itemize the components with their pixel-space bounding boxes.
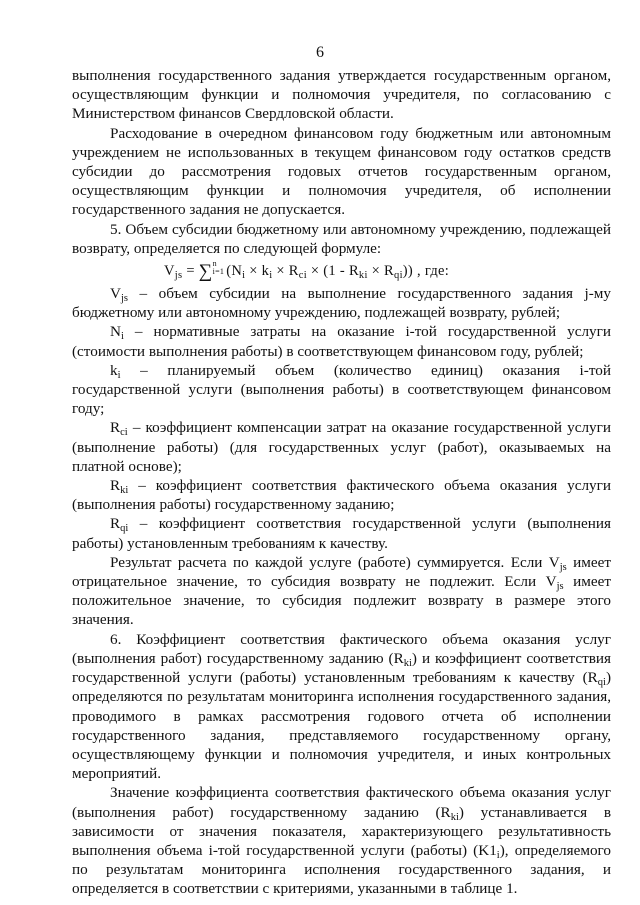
paragraph-approval-continuation: выполнения государственного задания утверждается государственным органом, осуществляющим функции и полномочия учредителя, по согласованию с Министерством финансов Свердловской области. (72, 67, 611, 123)
paragraph-balance-spending: Расходование в очередном финансовом году бюджетным или автономным учреждением не использованных в текущем финансовом году остатков средств субсидии до рассмотрения годовых отчетов государственным органом, осуществляющим функции и полномочия учредителя, об исполнении государственного задания не допускается. (72, 124, 611, 219)
definition-symbol: R (110, 477, 121, 495)
paragraph-item-6 (72, 630, 611, 784)
formula-rk-sub: ki (358, 270, 368, 282)
definition-ni (72, 322, 611, 360)
definition-subscript: ci (120, 427, 128, 439)
definition-rqi (72, 514, 611, 552)
formula-term-rk: × (1 - R (306, 263, 359, 280)
definition-rki (72, 476, 611, 514)
subscript: i (496, 849, 500, 861)
formula-k-sub: i (269, 270, 273, 282)
definition-symbol: R (110, 419, 121, 437)
subscript: ki (450, 811, 459, 823)
page-number: 6 (316, 44, 324, 61)
subscript: js (556, 581, 564, 593)
formula-term-n: (N (226, 263, 243, 280)
definition-subscript: qi (120, 523, 129, 535)
definition-text: – планируемый объем (количество единиц) оказания i-той государственной услуги (выполнения работы) в соответствующем финансовом году; (72, 361, 611, 418)
definition-subscript: i (117, 369, 121, 381)
definition-text: – коэффициент соответствия государственной услуги (выполнения работы) установленным требованиям к качеству. (72, 515, 611, 552)
definition-text: – коэффициент соответствия фактического объема оказания услуги (выполнения работы) государственному заданию; (72, 477, 611, 514)
text-run: ), определяемого по результатам мониторинга исполнения государственного задания, и определяется в соответствии с критериями, указанными в таблице 1. (72, 841, 611, 898)
formula-term-rc: × R (272, 263, 299, 280)
text-run: ) и коэффициент соответствия государственной услуги (работы) установленным требованиям к качеству (R (72, 649, 611, 687)
definition-text: – нормативные затраты на оказание i-той государственной услуги (стоимости выполнения работы) в соответствующем финансовом году, рублей; (72, 323, 611, 360)
definition-symbol: k (110, 361, 118, 379)
definition-subscript: js (120, 293, 128, 305)
formula-lhs: V (164, 263, 175, 280)
subscript: js (559, 561, 567, 573)
definition-text: – коэффициент компенсации затрат на оказание государственной услуги (выполнение работы) (для государственных услуг (работ), оказываемых на платной основе); (72, 419, 611, 475)
sum-lower: i=1 (212, 267, 225, 277)
formula-term-rq: × R (367, 263, 395, 280)
text-run: 6. Коэффициент соответствия фактического объема оказания услуг (выполнения работ) государственному заданию (R (72, 630, 611, 667)
definition-symbol: N (110, 323, 121, 341)
text-run: имеет положительное значение, то субсидия подлежит возврату в размере этого значения. (72, 573, 611, 629)
formula-equals: = (182, 263, 199, 280)
text-run: имеет отрицательное значение, то субсидия возврату не подлежит. Если V (72, 553, 612, 591)
formula-rq-sub: qi (394, 270, 403, 282)
sum-symbol: ∑ (198, 261, 213, 283)
definition-subscript: i (120, 331, 124, 343)
formula-rc-sub: ci (298, 270, 307, 282)
sum-upper: n (212, 259, 217, 269)
paragraph-result (72, 553, 611, 630)
text-run: ) определяются по результатам мониторинга исполнения государственного задания, проводимого в рамках рассмотрения годового отчета об исполнении государственного задания, представляемого государственному органу, осуществляющему функции и полномочия учредителя, и иных контрольных мероприятий. (72, 669, 611, 783)
definition-vjs (72, 284, 611, 322)
text-run: Результат расчета по каждой услуге (работе) суммируется. Если V (110, 553, 560, 571)
document-body (72, 66, 611, 899)
subscript: ki (403, 657, 412, 669)
definition-ki (72, 361, 611, 419)
paragraph-item-5: 5. Объем субсидии бюджетному или автономному учреждению, подлежащей возврату, определяется по следующей формуле: (72, 220, 611, 257)
formula-term-k: × k (245, 263, 270, 280)
definition-subscript: ki (120, 485, 129, 497)
definition-rci (72, 418, 611, 476)
paragraph-coefficient-value (72, 783, 611, 898)
definition-text: – объем субсидии на выполнение государственного задания j-му бюджетному или автономному учреждению, подлежащей возврату, рублей; (72, 285, 611, 322)
formula-tail: )) , где: (402, 263, 450, 280)
subscript: qi (597, 677, 606, 689)
definition-symbol: R (110, 515, 121, 533)
text-run: Значение коэффициента соответствия фактического объема оказания услуг (выполнения работ) государственному заданию (R (72, 784, 611, 821)
definition-symbol: V (110, 285, 121, 303)
formula-n-sub: i (242, 270, 246, 282)
sum-limits (213, 260, 225, 276)
text-run: ) устанавливается в зависимости от значения показателя, характеризующего результативность выполнения объема i-той государственной услуги (работы) (K1 (72, 803, 611, 859)
refund-formula (72, 260, 611, 282)
formula-lhs-sub: js (174, 270, 183, 282)
